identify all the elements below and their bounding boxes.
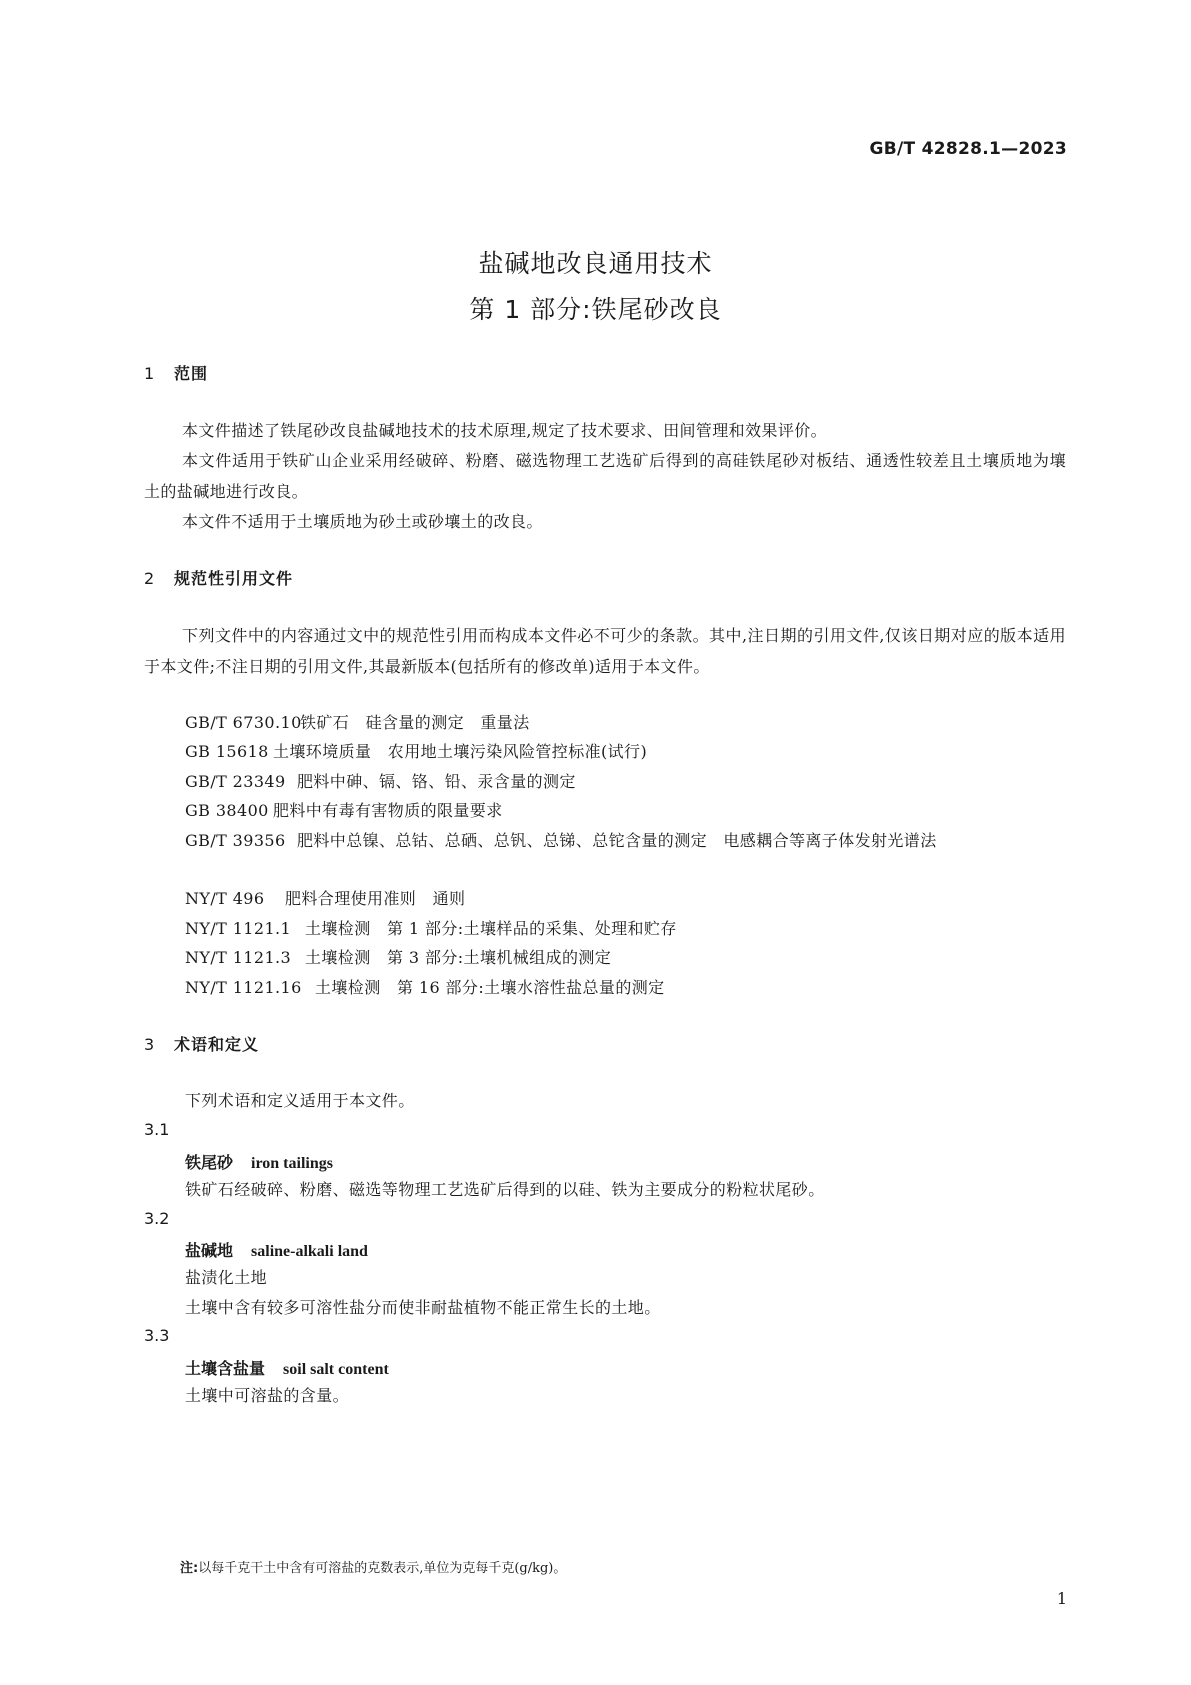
reference-item <box>144 825 1066 856</box>
reference-code: GB/T 39356 <box>185 831 286 850</box>
term-en: saline-alkali land <box>251 1243 368 1260</box>
term-definition: 土壤中可溶盐的含量。 <box>185 1386 350 1405</box>
scope-paragraph-3: 本文件不适用于土壤质地为砂土或砂壤土的改良。 <box>182 512 543 531</box>
reference-title: 肥料中砷、镉、铬、铅、汞含量的测定 <box>297 772 576 791</box>
term-definition: 土壤中含有较多可溶性盐分而使非耐盐植物不能正常生长的土地。 <box>185 1298 661 1317</box>
section-3-heading <box>144 1032 259 1055</box>
term-zh: 土壤含盐量 <box>185 1359 266 1378</box>
reference-title: 土壤检测 第 1 部分:土壤样品的采集、处理和贮存 <box>305 919 677 938</box>
term-number: 3.1 <box>144 1120 170 1139</box>
reference-item <box>185 972 665 1003</box>
term-zh: 铁尾砂 <box>185 1153 234 1172</box>
reference-code: NY/T 496 <box>185 889 265 908</box>
note-label: 注: <box>180 1561 199 1576</box>
standard-code: GB/T 42828.1—2023 <box>869 139 1067 159</box>
term-entry <box>185 1150 333 1173</box>
reference-title: 肥料中有毒有害物质的限量要求 <box>273 801 503 820</box>
reference-title: 肥料合理使用准则 通则 <box>285 889 466 908</box>
reference-item <box>185 766 576 797</box>
term-en: iron tailings <box>251 1155 333 1172</box>
section-number: 1 <box>144 364 156 383</box>
term-synonym: 盐渍化土地 <box>185 1268 268 1287</box>
section-number: 3 <box>144 1035 156 1054</box>
section-2-heading <box>144 566 293 589</box>
reference-item <box>185 883 465 914</box>
section-number: 2 <box>144 569 156 588</box>
term-definition: 铁矿石经破碎、粉磨、磁选等物理工艺选矿后得到的以硅、铁为主要成分的粉粒状尾砂。 <box>185 1180 825 1199</box>
reference-code: GB/T 23349 <box>185 772 286 791</box>
reference-title: 肥料中总镍、总钴、总硒、总钒、总锑、总铊含量的测定 电感耦合等离子体发射光谱法 <box>297 831 937 850</box>
term-number: 3.3 <box>144 1326 170 1345</box>
section-title: 术语和定义 <box>174 1035 260 1054</box>
term-entry <box>185 1356 389 1379</box>
reference-code: NY/T 1121.3 <box>185 948 292 967</box>
term-zh: 盐碱地 <box>185 1241 234 1260</box>
references-intro: 下列文件中的内容通过文中的规范性引用而构成本文件必不可少的条款。其中,注日期的引用文件,仅该日期对应的版本适用于本文件;不注日期的引用文件,其最新版本(包括所有的修改单)适用于本文件。 <box>144 626 1066 676</box>
section-1-heading <box>144 361 208 384</box>
reference-item <box>185 795 503 826</box>
note <box>180 1557 566 1576</box>
document-title: 盐碱地改良通用技术 <box>478 249 713 278</box>
reference-item <box>185 913 677 944</box>
page-number: 1 <box>1056 1589 1067 1608</box>
reference-title: 土壤环境质量 农用地土壤污染风险管控标准(试行) <box>273 742 648 761</box>
term-number: 3.2 <box>144 1209 170 1228</box>
note-text: 以每千克干土中含有可溶盐的克数表示,单位为克每千克(g/kg)。 <box>198 1561 567 1576</box>
section-title: 范围 <box>174 364 209 383</box>
reference-code: GB/T 6730.10 <box>185 713 302 732</box>
reference-title: 土壤检测 第 3 部分:土壤机械组成的测定 <box>305 948 612 967</box>
scope-paragraph-1: 本文件描述了铁尾砂改良盐碱地技术的技术原理,规定了技术要求、田间管理和效果评价。 <box>182 421 828 440</box>
reference-item <box>185 942 611 973</box>
section-title: 规范性引用文件 <box>174 569 294 588</box>
terms-intro: 下列术语和定义适用于本文件。 <box>185 1091 415 1110</box>
reference-item <box>185 707 530 738</box>
term-en: soil salt content <box>283 1361 389 1378</box>
scope-paragraph-2: 本文件适用于铁矿山企业采用经破碎、粉磨、磁选物理工艺选矿后得到的高硅铁尾砂对板结、通透性较差且土壤质地为壤土的盐碱地进行改良。 <box>144 451 1066 501</box>
reference-code: NY/T 1121.1 <box>185 919 292 938</box>
reference-code: NY/T 1121.16 <box>185 978 302 997</box>
reference-code: GB 38400 <box>185 801 269 820</box>
document-subtitle: 第 1 部分:铁尾砂改良 <box>469 295 722 324</box>
reference-title: 土壤检测 第 16 部分:土壤水溶性盐总量的测定 <box>315 978 665 997</box>
reference-code: GB 15618 <box>185 742 269 761</box>
reference-title: 铁矿石 硅含量的测定 重量法 <box>300 713 530 732</box>
term-entry <box>185 1238 368 1261</box>
reference-item <box>185 736 647 767</box>
